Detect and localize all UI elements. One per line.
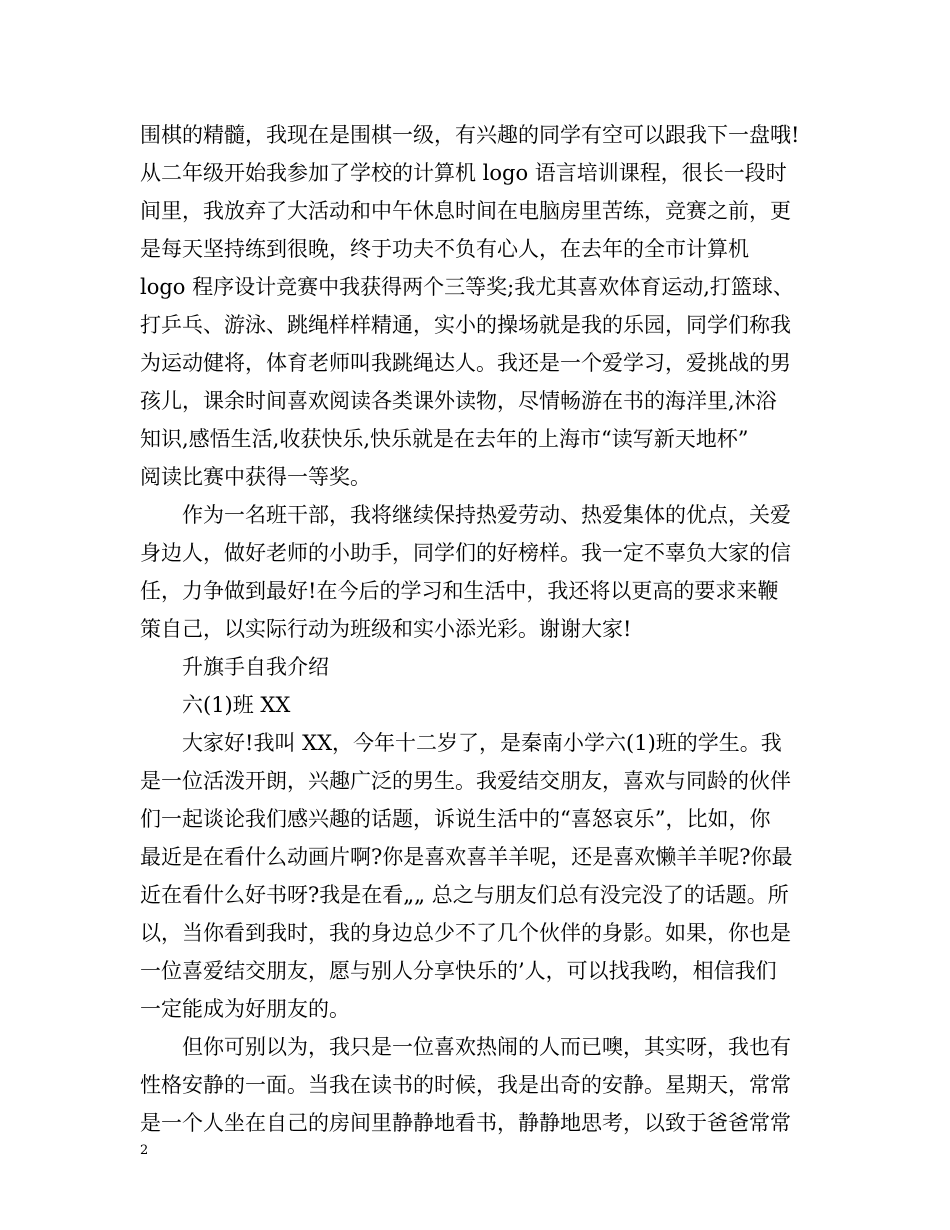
page-number: 2 [140,1143,149,1158]
text-line: 身边人，做好老师的小助手，同学们的好榜样。我一定不辜负大家的信 [140,541,791,565]
author-line: 六(1)班 XX [140,693,291,717]
text-line: 大家好!我叫 XX，今年十二岁了，是秦南小学六(1)班的学生。我 [140,731,782,755]
text-line: 近在看什么好书呀?我是在看„„ 总之与朋友们总有没完没了的话题。所 [140,883,789,907]
text-line: 一位喜爱结交朋友，愿与别人分享快乐的’人，可以找我哟，相信我们 [140,959,777,983]
text-line: 作为一名班干部，我将继续保持热爱劳动、热爱集体的优点，关爱 [140,503,791,527]
text-line: 知识,感悟生活,收获快乐,快乐就是在去年的上海市“读写新天地杯” [140,427,749,451]
text-line: 围棋的精髓，我现在是围棋一级，有兴趣的同学有空可以跟我下一盘哦! [140,123,800,147]
text-line: 策自己，以实际行动为班级和实小添光彩。谢谢大家! [140,617,632,641]
text-line: 从二年级开始我参加了学校的计算机 logo 语言培训课程，很长一段时 [140,161,787,185]
text-line: 以，当你看到我时，我的身边总少不了几个伙伴的身影。如果，你也是 [140,921,791,945]
text-line: 孩儿，课余时间喜欢阅读各类课外读物，尽情畅游在书的海洋里,沐浴 [140,389,777,413]
text-line: 为运动健将，体育老师叫我跳绳达人。我还是一个爱学习，爱挑战的男 [140,351,791,375]
body-text [140,116,812,1142]
text-line: 但你可别以为，我只是一位喜欢热闹的人而已噢，其实呀，我也有 [140,1035,791,1059]
text-line: logo 程序设计竞赛中我获得两个三等奖;我尤其喜欢体育运动,打篮球、 [140,275,794,299]
text-line: 们一起谈论我们感兴趣的话题，诉说生活中的“喜怒哀乐”，比如，你 [140,807,771,831]
text-line: 是每天坚持练到很晚，终于功夫不负有心人，在去年的全市计算机 [140,237,749,261]
section-heading: 升旗手自我介绍 [140,655,329,679]
text-line: 最近是在看什么动画片啊?你是喜欢喜羊羊呢，还是喜欢懒羊羊呢?你最 [140,845,793,869]
text-line: 一定能成为好朋友的。 [140,997,350,1021]
text-line: 间里，我放弃了大活动和中午休息时间在电脑房里苦练，竞赛之前，更 [140,199,791,223]
text-line: 打乒乓、游泳、跳绳样样精通，实小的操场就是我的乐园，同学们称我 [140,313,791,337]
text-line: 是一个人坐在自己的房间里静静地看书，静静地思考，以致于爸爸常常 [140,1111,791,1135]
text-line: 阅读比赛中获得一等奖。 [140,465,371,489]
text-line: 是一位活泼开朗，兴趣广泛的男生。我爱结交朋友，喜欢与同龄的伙伴 [140,769,791,793]
text-line: 性格安静的一面。当我在读书的时候，我是出奇的安静。星期天，常常 [140,1073,791,1097]
text-line: 任，力争做到最好!在今后的学习和生活中，我还将以更高的要求来鞭 [140,579,779,603]
